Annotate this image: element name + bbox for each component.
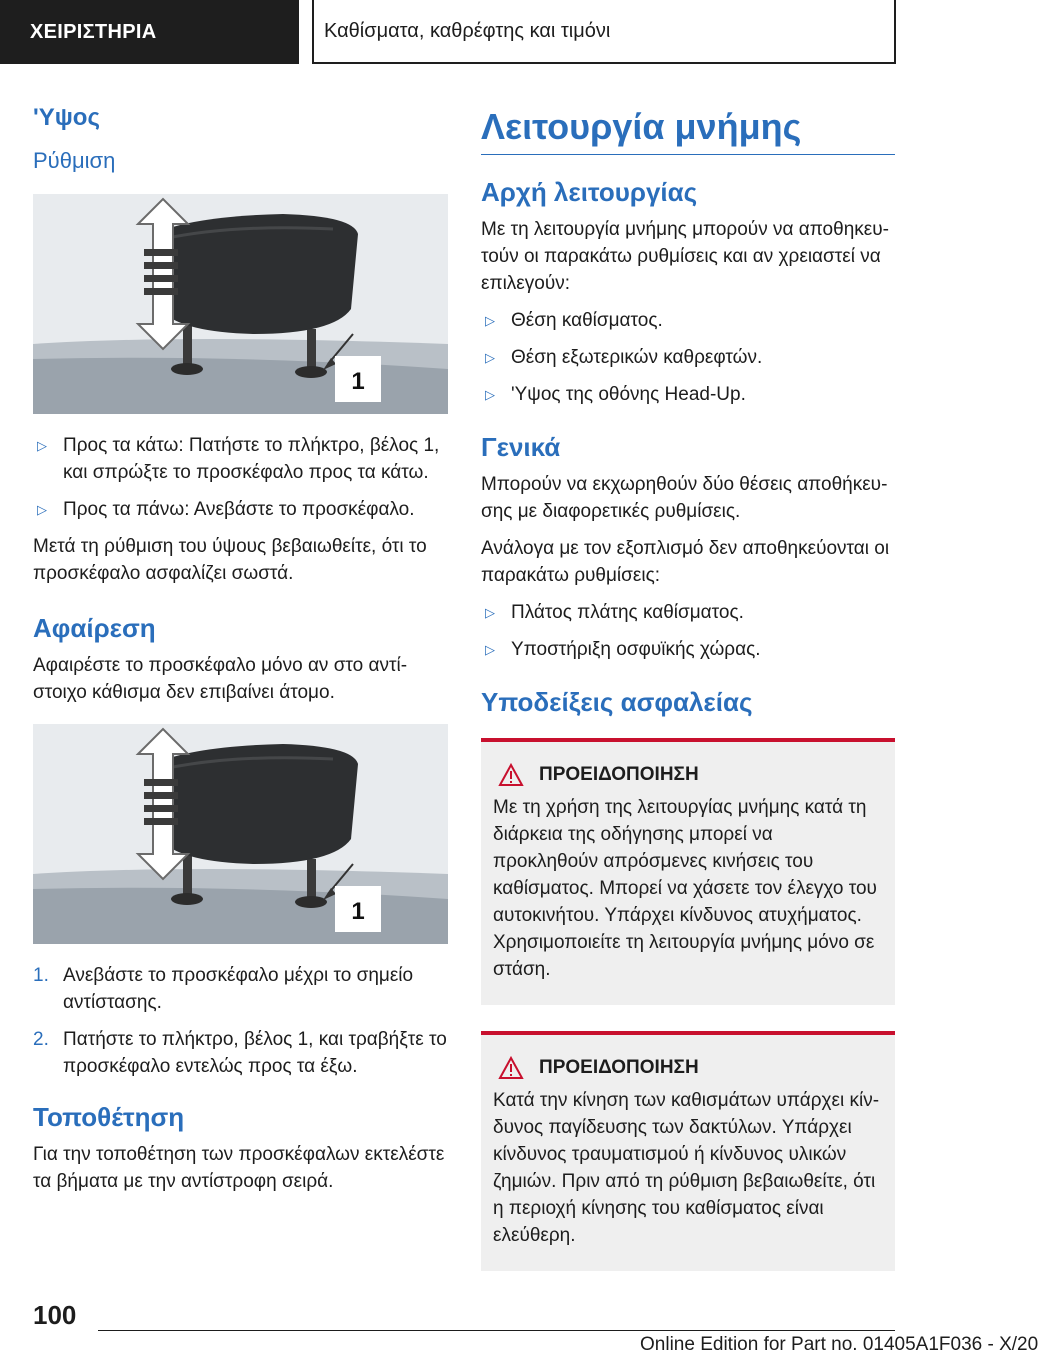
step-text: Πατήστε το πλήκτρο, βέλος 1, και τραβήξτε το προσκέφαλο εντελώς προς τα έξω. — [63, 1029, 447, 1077]
step-number: 1. — [33, 965, 49, 986]
install-text: Για την τοποθέτηση των προσκέφαλων εκτελέστε τα βήματα με την αντίστροφη σειρά. — [33, 1144, 445, 1192]
heading-memory-function: Λειτουργία μνήμης — [481, 106, 895, 155]
triangle-right-icon: ▷ — [485, 642, 495, 657]
header-chapter — [312, 0, 896, 64]
headrest-remove-figure — [33, 724, 448, 944]
right-column — [481, 100, 895, 1297]
list-item-text: Προς τα πάνω: Ανεβάστε το προσκέφαλο. — [63, 499, 415, 520]
adjust-after-text: Μετά τη ρύθμιση του ύψους βεβαιωθείτε, ότι το προσκέφαλο ασφαλίζει σωστά. — [33, 536, 427, 584]
figure2-callout: 1 — [351, 898, 365, 925]
heading-height: 'Υψος — [33, 104, 100, 131]
list-item — [33, 432, 448, 486]
footer-divider — [98, 1330, 895, 1331]
triangle-right-icon: ▷ — [37, 502, 47, 517]
triangle-right-icon: ▷ — [485, 387, 495, 402]
warning-title: ΠΡΟΕΙΔΟΠΟΙΗΣΗ — [539, 764, 699, 785]
footer-edition: Online Edition for Part no. 01405A1F036 - X/20 — [640, 1334, 1038, 1355]
list-item — [481, 636, 895, 663]
warning-text: Με τη χρήση της λειτουργίας μνήμης κατά τη διάρκεια της οδήγησης μπορεί να προκληθούν απρόσμενες κινήσεις του καθίσματος. Μπορεί να χάσετε τον έλεγχο του αυτοκινήτου. Υπάρχει κίνδυνος ατυχήματος. Χρησιμοποιείτε τη λειτουργία μνήμης μόνο σε στάση. — [493, 797, 877, 980]
list-item — [481, 381, 895, 408]
remove-steps — [33, 962, 448, 1080]
list-item-text: Υποστήριξη οσφυϊκής χώρας. — [511, 639, 761, 660]
list-item — [33, 962, 448, 1016]
heading-safety: Υποδείξεις ασφαλείας — [481, 687, 753, 717]
header-section-label: ΧΕΙΡΙΣΤΗΡΙΑ — [30, 20, 157, 43]
warning-header — [493, 1057, 883, 1079]
list-item-text: 'Υψος της οθόνης Head-Up. — [511, 384, 746, 405]
figure1-callout: 1 — [351, 368, 365, 395]
warning-triangle-icon — [499, 1057, 523, 1079]
list-item — [481, 599, 895, 626]
principle-text: Με τη λειτουργία μνήμης μπορούν να αποθηκευτούν οι παρακάτω ρυθμίσεις και αν χρειαστεί να επιλεγούν: — [481, 219, 889, 294]
warning-box — [481, 738, 895, 1005]
warning-text: Κατά την κίνηση των καθισμάτων υπάρχει κίνδυνος παγίδευσης των δακτύλων. Υπάρχει κίνδυνος τραυματισμού ή κίνδυνος υλικών ζημιών. Πριν από τη ρύθμιση βεβαιωθείτε, ότι η περιοχή κίνησης του καθίσματος είναι ελεύθερη. — [493, 1090, 880, 1246]
list-item — [33, 1026, 448, 1080]
triangle-right-icon: ▷ — [485, 605, 495, 620]
page-number: 100 — [33, 1300, 77, 1330]
general-list — [481, 599, 895, 663]
header-section — [0, 0, 299, 64]
step-text: Ανεβάστε το προσκέφαλο μέχρι το σημείο αντίστασης. — [63, 965, 414, 1013]
remove-text: Αφαιρέστε το προσκέφαλο μόνο αν στο αντίστοιχο κάθισμα δεν επιβαίνει άτομο. — [33, 655, 408, 703]
list-item — [481, 307, 895, 334]
general-text-2: Ανάλογα με τον εξοπλισμό δεν αποθηκεύονται οι παρακάτω ρυθμίσεις: — [481, 538, 890, 586]
warning-box — [481, 1031, 895, 1271]
warning-title: ΠΡΟΕΙΔΟΠΟΙΗΣΗ — [539, 1057, 699, 1078]
headrest-adjust-figure — [33, 194, 448, 414]
heading-remove: Αφαίρεση — [33, 613, 156, 643]
heading-adjust: Ρύθμιση — [33, 148, 116, 173]
triangle-right-icon: ▷ — [37, 438, 47, 453]
heading-install: Τοποθέτηση — [33, 1102, 185, 1132]
header-chapter-label: Καθίσματα, καθρέφτης και τιμόνι — [324, 19, 611, 42]
list-item-text: Θέση καθίσματος. — [511, 310, 663, 331]
list-item-text: Προς τα κάτω: Πατήστε το πλήκτρο, βέλος 1, και σπρώξτε το προσκέφαλο προς τα κάτω. — [63, 435, 440, 483]
list-item — [481, 344, 895, 371]
list-item-text: Θέση εξωτερικών καθρεφτών. — [511, 347, 763, 368]
step-number: 2. — [33, 1029, 49, 1050]
list-item-text: Πλάτος πλάτης καθίσματος. — [511, 602, 744, 623]
principle-list — [481, 307, 895, 408]
adjust-list — [33, 432, 448, 523]
triangle-right-icon: ▷ — [485, 313, 495, 328]
triangle-right-icon: ▷ — [485, 350, 495, 365]
warning-header — [493, 764, 883, 786]
heading-general: Γενικά — [481, 432, 561, 462]
warning-triangle-icon — [499, 764, 523, 786]
heading-principle: Αρχή λειτουργίας — [481, 177, 698, 207]
left-column — [33, 90, 448, 1205]
general-text-1: Μπορούν να εκχωρηθούν δύο θέσεις αποθήκευσης με διαφορετικές ρυθμίσεις. — [481, 474, 888, 522]
list-item — [33, 496, 448, 523]
